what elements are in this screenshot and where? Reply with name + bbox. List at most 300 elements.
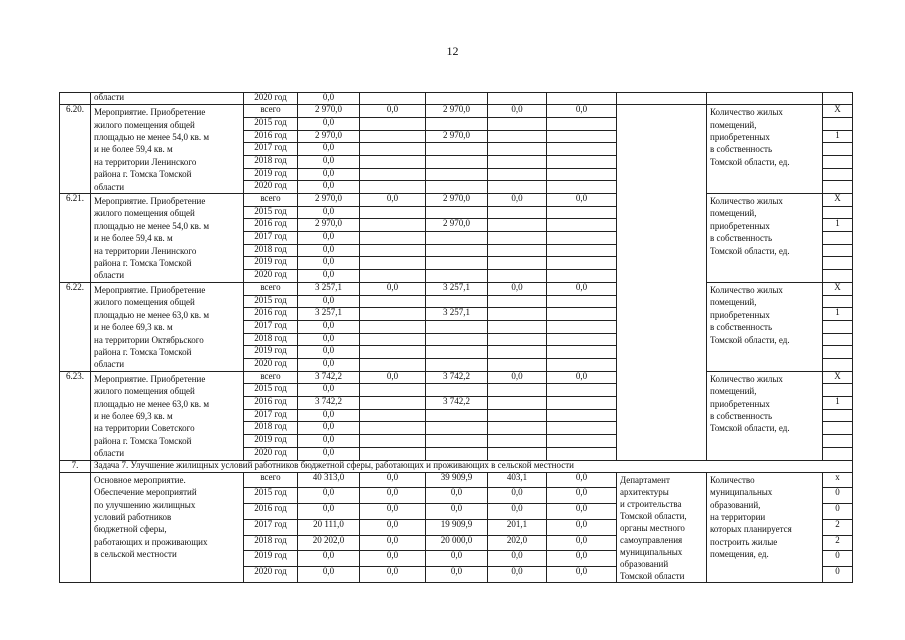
event-description bbox=[91, 282, 244, 371]
year-cell: 2019 год bbox=[244, 168, 298, 181]
text-line: области bbox=[94, 270, 125, 281]
funding-cell: 19 909,9 bbox=[426, 519, 488, 535]
value-cell bbox=[823, 384, 853, 397]
funding-cell bbox=[547, 308, 617, 321]
funding-cell bbox=[547, 422, 617, 435]
funding-cell bbox=[488, 168, 547, 181]
total-cell: 20 111,0 bbox=[298, 519, 360, 535]
total-cell: 3 257,1 bbox=[298, 308, 360, 321]
total-cell: 0,0 bbox=[298, 232, 360, 245]
year-cell: 2019 год bbox=[244, 435, 298, 448]
text-line: приобретенных bbox=[710, 398, 770, 409]
funding-cell: 0,0 bbox=[360, 194, 426, 207]
indicator-cell bbox=[707, 472, 823, 582]
text-line: на территории bbox=[710, 511, 766, 522]
funding-cell: 0,0 bbox=[488, 488, 547, 504]
row-number: 7. bbox=[60, 460, 91, 472]
funding-cell bbox=[547, 320, 617, 333]
funding-cell bbox=[360, 168, 426, 181]
row-number bbox=[60, 472, 91, 582]
value-cell bbox=[823, 333, 853, 346]
funding-cell bbox=[488, 346, 547, 359]
funding-cell: 0,0 bbox=[360, 488, 426, 504]
funding-cell: 0,0 bbox=[547, 519, 617, 535]
funding-cell bbox=[547, 206, 617, 219]
funding-cell bbox=[488, 320, 547, 333]
year-cell: 2018 год bbox=[244, 155, 298, 168]
funding-cell: 0,0 bbox=[360, 504, 426, 520]
funding-cell bbox=[360, 257, 426, 270]
value-cell: Х bbox=[823, 282, 853, 295]
year-cell: 2017 год bbox=[244, 143, 298, 156]
text-line: приобретенных bbox=[710, 309, 770, 320]
value-cell: 0 bbox=[823, 504, 853, 520]
funding-cell: 0,0 bbox=[488, 371, 547, 384]
total-cell: 0,0 bbox=[298, 435, 360, 448]
funding-cell bbox=[426, 93, 488, 105]
text-line: Департамент bbox=[620, 474, 670, 485]
funding-cell bbox=[547, 155, 617, 168]
value-cell: 2 bbox=[823, 519, 853, 535]
total-cell: 0,0 bbox=[298, 206, 360, 219]
text-line: в собственность bbox=[710, 144, 773, 155]
value-cell: 1 bbox=[823, 130, 853, 143]
value-cell bbox=[823, 168, 853, 181]
total-cell: 0,0 bbox=[298, 422, 360, 435]
value-cell bbox=[823, 257, 853, 270]
total-cell: 2 970,0 bbox=[298, 130, 360, 143]
table-row bbox=[60, 282, 853, 295]
funding-cell bbox=[547, 143, 617, 156]
funding-cell bbox=[360, 143, 426, 156]
funding-cell bbox=[547, 232, 617, 245]
row-number: 6.22. bbox=[60, 282, 91, 371]
total-cell: 0,0 bbox=[298, 168, 360, 181]
value-cell bbox=[823, 155, 853, 168]
year-cell: 2016 год bbox=[244, 504, 298, 520]
event-description bbox=[91, 194, 244, 283]
text-line: площадью не менее 54,0 кв. м bbox=[94, 220, 210, 231]
funding-cell bbox=[360, 130, 426, 143]
funding-cell: 0,0 bbox=[426, 504, 488, 520]
total-cell: 0,0 bbox=[298, 143, 360, 156]
funding-cell bbox=[547, 130, 617, 143]
text-line: Томской области, ед. bbox=[710, 334, 790, 345]
total-cell: 0,0 bbox=[298, 155, 360, 168]
table-row bbox=[60, 105, 853, 118]
year-cell: 2015 год bbox=[244, 295, 298, 308]
value-cell bbox=[823, 117, 853, 130]
funding-cell bbox=[488, 143, 547, 156]
value-cell: Х bbox=[823, 105, 853, 118]
text-line: самоуправления bbox=[620, 534, 683, 545]
year-cell: 2017 год bbox=[244, 409, 298, 422]
indicator-cell bbox=[707, 371, 823, 460]
text-line: условий работников bbox=[94, 511, 172, 522]
text-line: в собственность bbox=[710, 410, 773, 421]
text-line: помещений, bbox=[710, 297, 757, 308]
table-row bbox=[60, 472, 853, 488]
funding-cell: 0,0 bbox=[547, 105, 617, 118]
funding-cell bbox=[426, 422, 488, 435]
value-cell bbox=[823, 447, 853, 460]
text-line: на территории Советского bbox=[94, 423, 195, 434]
funding-cell bbox=[426, 270, 488, 283]
total-cell: 0,0 bbox=[298, 295, 360, 308]
funding-cell bbox=[360, 232, 426, 245]
value-cell: 1 bbox=[823, 219, 853, 232]
funding-cell bbox=[547, 435, 617, 448]
text-line: района г. Томска Томской bbox=[94, 435, 192, 446]
value-cell bbox=[823, 346, 853, 359]
year-cell: 2018 год bbox=[244, 244, 298, 257]
total-cell: 40 313,0 bbox=[298, 472, 360, 488]
value-cell bbox=[823, 181, 853, 194]
year-cell: 2018 год bbox=[244, 535, 298, 551]
funding-cell bbox=[547, 117, 617, 130]
event-description bbox=[91, 472, 244, 582]
funding-cell bbox=[360, 422, 426, 435]
funding-cell bbox=[547, 346, 617, 359]
funding-cell bbox=[547, 257, 617, 270]
funding-cell bbox=[426, 384, 488, 397]
year-cell: 2015 год bbox=[244, 384, 298, 397]
year-cell: 2016 год bbox=[244, 130, 298, 143]
value-cell bbox=[823, 143, 853, 156]
text-line: архитектуры bbox=[620, 486, 669, 497]
funding-cell: 0,0 bbox=[360, 535, 426, 551]
value-cell bbox=[823, 244, 853, 257]
funding-cell bbox=[488, 155, 547, 168]
task-row bbox=[60, 460, 853, 472]
funding-cell bbox=[426, 143, 488, 156]
funding-cell: 2 970,0 bbox=[426, 130, 488, 143]
funding-cell: 0,0 bbox=[360, 282, 426, 295]
text-line: Томской области, ед. bbox=[710, 423, 790, 434]
funding-cell bbox=[360, 295, 426, 308]
year-cell: 2019 год bbox=[244, 551, 298, 567]
funding-cell: 0,0 bbox=[360, 371, 426, 384]
funding-cell: 0,0 bbox=[547, 194, 617, 207]
funding-cell bbox=[547, 359, 617, 372]
year-cell: 2015 год bbox=[244, 206, 298, 219]
year-cell: 2016 год bbox=[244, 308, 298, 321]
funding-cell bbox=[488, 93, 547, 105]
text-line: муниципальных bbox=[620, 546, 683, 557]
total-cell: 0,0 bbox=[298, 551, 360, 567]
funding-cell bbox=[426, 333, 488, 346]
funding-cell: 0,0 bbox=[547, 472, 617, 488]
funding-cell bbox=[488, 359, 547, 372]
value-cell bbox=[823, 435, 853, 448]
text-line: жилого помещения общей bbox=[94, 208, 195, 219]
funding-cell bbox=[360, 244, 426, 257]
indicator-cell bbox=[707, 194, 823, 283]
text-line: области bbox=[94, 359, 125, 370]
value-cell bbox=[823, 359, 853, 372]
year-cell: 2019 год bbox=[244, 346, 298, 359]
row-number bbox=[60, 93, 91, 105]
funding-cell bbox=[360, 359, 426, 372]
total-cell: 0,0 bbox=[298, 566, 360, 582]
funding-cell: 0,0 bbox=[547, 504, 617, 520]
department-cell bbox=[617, 472, 707, 582]
text-line: в собственность bbox=[710, 233, 773, 244]
text-line: Количество жилых bbox=[710, 284, 783, 295]
funding-cell: 202,0 bbox=[488, 535, 547, 551]
department-cell bbox=[617, 93, 707, 105]
funding-cell bbox=[547, 93, 617, 105]
funding-cell bbox=[426, 168, 488, 181]
year-cell: 2020 год bbox=[244, 359, 298, 372]
text-line: жилого помещения общей bbox=[94, 119, 195, 130]
program-table bbox=[59, 92, 853, 583]
year-cell: 2018 год bbox=[244, 333, 298, 346]
year-cell: 2018 год bbox=[244, 422, 298, 435]
total-cell: 2 970,0 bbox=[298, 219, 360, 232]
funding-cell: 0,0 bbox=[426, 566, 488, 582]
funding-cell bbox=[488, 257, 547, 270]
indicator-cell bbox=[707, 105, 823, 194]
text-line: площадью не менее 63,0 кв. м bbox=[94, 309, 210, 320]
text-line: муниципальных bbox=[710, 487, 773, 498]
funding-cell bbox=[488, 244, 547, 257]
text-line: площадью не менее 63,0 кв. м bbox=[94, 398, 210, 409]
funding-cell: 0,0 bbox=[547, 535, 617, 551]
year-cell: 2020 год bbox=[244, 93, 298, 105]
funding-cell: 2 970,0 bbox=[426, 219, 488, 232]
total-cell: 0,0 bbox=[298, 359, 360, 372]
text-line: жилого помещения общей bbox=[94, 297, 195, 308]
funding-cell bbox=[488, 270, 547, 283]
funding-cell bbox=[488, 295, 547, 308]
funding-cell bbox=[360, 206, 426, 219]
funding-cell bbox=[426, 206, 488, 219]
funding-cell: 0,0 bbox=[488, 105, 547, 118]
funding-cell bbox=[360, 93, 426, 105]
row-number: 6.23. bbox=[60, 371, 91, 460]
total-cell: 3 742,2 bbox=[298, 371, 360, 384]
text-line: Мероприятие. Приобретение bbox=[94, 284, 206, 295]
year-cell: всего bbox=[244, 371, 298, 384]
funding-cell bbox=[488, 117, 547, 130]
funding-cell bbox=[547, 219, 617, 232]
value-cell: 1 bbox=[823, 397, 853, 410]
funding-cell: 0,0 bbox=[360, 105, 426, 118]
funding-cell bbox=[360, 435, 426, 448]
funding-cell bbox=[547, 181, 617, 194]
funding-cell bbox=[488, 422, 547, 435]
value-cell: Х bbox=[823, 194, 853, 207]
value-cell: х bbox=[823, 472, 853, 488]
funding-cell: 403,1 bbox=[488, 472, 547, 488]
value-cell bbox=[823, 422, 853, 435]
text-line: и не более 69,3 кв. м bbox=[94, 322, 173, 333]
funding-cell: 0,0 bbox=[488, 551, 547, 567]
funding-cell: 0,0 bbox=[360, 551, 426, 567]
text-line: на территории Октябрьского bbox=[94, 334, 204, 345]
year-cell: 2015 год bbox=[244, 117, 298, 130]
text-line: по улучшению жилищных bbox=[94, 499, 196, 510]
value-cell: Х bbox=[823, 371, 853, 384]
text-line: Количество bbox=[710, 474, 755, 485]
funding-cell bbox=[360, 397, 426, 410]
funding-cell bbox=[426, 257, 488, 270]
total-cell: 20 202,0 bbox=[298, 535, 360, 551]
row-number: 6.20. bbox=[60, 105, 91, 194]
funding-cell bbox=[360, 409, 426, 422]
value-cell bbox=[823, 232, 853, 245]
text-line: района г. Томска Томской bbox=[94, 346, 192, 357]
funding-cell bbox=[360, 384, 426, 397]
funding-cell bbox=[488, 409, 547, 422]
funding-cell bbox=[488, 181, 547, 194]
text-line: Мероприятие. Приобретение bbox=[94, 373, 206, 384]
text-line: Мероприятие. Приобретение bbox=[94, 107, 206, 118]
total-cell: 2 970,0 bbox=[298, 194, 360, 207]
text-line: приобретенных bbox=[710, 132, 770, 142]
funding-cell bbox=[360, 447, 426, 460]
total-cell: 2 970,0 bbox=[298, 105, 360, 118]
funding-cell bbox=[360, 346, 426, 359]
funding-cell bbox=[547, 409, 617, 422]
text-line: приобретенных bbox=[710, 220, 770, 231]
table-row bbox=[60, 371, 853, 384]
funding-cell: 0,0 bbox=[547, 282, 617, 295]
funding-cell bbox=[547, 244, 617, 257]
funding-cell bbox=[360, 181, 426, 194]
text-line: помещений, bbox=[710, 119, 757, 130]
value-cell: 2 bbox=[823, 535, 853, 551]
total-cell: 0,0 bbox=[298, 504, 360, 520]
page-number: 12 bbox=[446, 44, 459, 58]
value-cell: 0 bbox=[823, 566, 853, 582]
funding-cell bbox=[426, 359, 488, 372]
funding-cell bbox=[547, 384, 617, 397]
funding-cell bbox=[488, 447, 547, 460]
year-cell: 2020 год bbox=[244, 270, 298, 283]
funding-cell bbox=[360, 219, 426, 232]
funding-cell: 0,0 bbox=[547, 488, 617, 504]
funding-cell bbox=[547, 270, 617, 283]
value-cell: 0 bbox=[823, 488, 853, 504]
total-cell: 0,0 bbox=[298, 447, 360, 460]
text-line: Мероприятие. Приобретение bbox=[94, 196, 206, 207]
funding-cell bbox=[547, 447, 617, 460]
year-cell: 2016 год bbox=[244, 219, 298, 232]
text-line: построить жилые bbox=[710, 536, 778, 547]
total-cell: 3 742,2 bbox=[298, 397, 360, 410]
funding-cell bbox=[488, 219, 547, 232]
funding-cell: 0,0 bbox=[488, 282, 547, 295]
funding-cell bbox=[360, 320, 426, 333]
text-line: бюджетной сферы, bbox=[94, 524, 167, 535]
value-cell bbox=[823, 409, 853, 422]
year-cell: 2019 год bbox=[244, 257, 298, 270]
text-line: помещений, bbox=[710, 208, 757, 219]
funding-cell bbox=[488, 130, 547, 143]
funding-cell bbox=[360, 155, 426, 168]
text-line: Томской области, ед. bbox=[710, 156, 790, 167]
total-cell: 0,0 bbox=[298, 244, 360, 257]
funding-cell bbox=[360, 117, 426, 130]
funding-cell bbox=[360, 308, 426, 321]
funding-cell: 0,0 bbox=[426, 551, 488, 567]
value-cell bbox=[823, 295, 853, 308]
year-cell: 2017 год bbox=[244, 519, 298, 535]
total-cell: 0,0 bbox=[298, 117, 360, 130]
year-cell: всего bbox=[244, 472, 298, 488]
text-line: области bbox=[94, 448, 125, 459]
text-line: и не более 59,4 кв. м bbox=[94, 233, 173, 244]
text-line: Количество жилых bbox=[710, 373, 783, 384]
total-cell: 0,0 bbox=[298, 320, 360, 333]
funding-cell: 39 909,9 bbox=[426, 472, 488, 488]
table-row bbox=[60, 194, 853, 207]
funding-cell bbox=[547, 397, 617, 410]
text-line: площадью не менее 54,0 кв. м bbox=[94, 132, 210, 142]
funding-cell bbox=[426, 320, 488, 333]
funding-cell bbox=[426, 295, 488, 308]
funding-cell: 0,0 bbox=[488, 504, 547, 520]
year-cell: 2020 год bbox=[244, 447, 298, 460]
funding-cell bbox=[488, 206, 547, 219]
value-cell bbox=[823, 93, 853, 105]
funding-cell bbox=[488, 384, 547, 397]
funding-cell: 0,0 bbox=[547, 566, 617, 582]
total-cell: 0,0 bbox=[298, 346, 360, 359]
total-cell: 0,0 bbox=[298, 270, 360, 283]
year-cell: всего bbox=[244, 282, 298, 295]
funding-cell bbox=[426, 435, 488, 448]
text-line: и не более 59,4 кв. м bbox=[94, 144, 173, 155]
funding-cell: 3 257,1 bbox=[426, 308, 488, 321]
funding-cell bbox=[426, 181, 488, 194]
funding-cell: 0,0 bbox=[360, 472, 426, 488]
funding-cell bbox=[426, 232, 488, 245]
funding-cell bbox=[547, 295, 617, 308]
value-cell: 1 bbox=[823, 308, 853, 321]
total-cell: 0,0 bbox=[298, 384, 360, 397]
text-line: помещений, bbox=[710, 386, 757, 397]
value-cell bbox=[823, 320, 853, 333]
total-cell: 0,0 bbox=[298, 93, 360, 105]
text-line: на территории Ленинского bbox=[94, 156, 197, 167]
funding-cell bbox=[360, 270, 426, 283]
funding-cell: 201,1 bbox=[488, 519, 547, 535]
value-cell: 0 bbox=[823, 551, 853, 567]
task-title: Задача 7. Улучшение жилищных условий работников бюджетной сферы, работающих и проживающих в сельской местности bbox=[91, 460, 853, 472]
total-cell: 0,0 bbox=[298, 257, 360, 270]
text-line: Основное мероприятие. bbox=[94, 474, 186, 485]
year-cell: 2020 год bbox=[244, 181, 298, 194]
funding-cell: 0,0 bbox=[547, 371, 617, 384]
funding-cell bbox=[488, 308, 547, 321]
event-description bbox=[91, 371, 244, 460]
year-cell: всего bbox=[244, 105, 298, 118]
funding-cell: 3 257,1 bbox=[426, 282, 488, 295]
funding-cell: 0,0 bbox=[488, 194, 547, 207]
text-line: области bbox=[94, 181, 125, 192]
event-description: области bbox=[91, 93, 244, 105]
total-cell: 3 257,1 bbox=[298, 282, 360, 295]
value-cell bbox=[823, 270, 853, 283]
funding-cell: 0,0 bbox=[547, 551, 617, 567]
indicator-cell bbox=[707, 93, 823, 105]
table-row bbox=[60, 93, 853, 105]
text-line: которых планируется bbox=[710, 524, 792, 535]
funding-cell bbox=[426, 155, 488, 168]
